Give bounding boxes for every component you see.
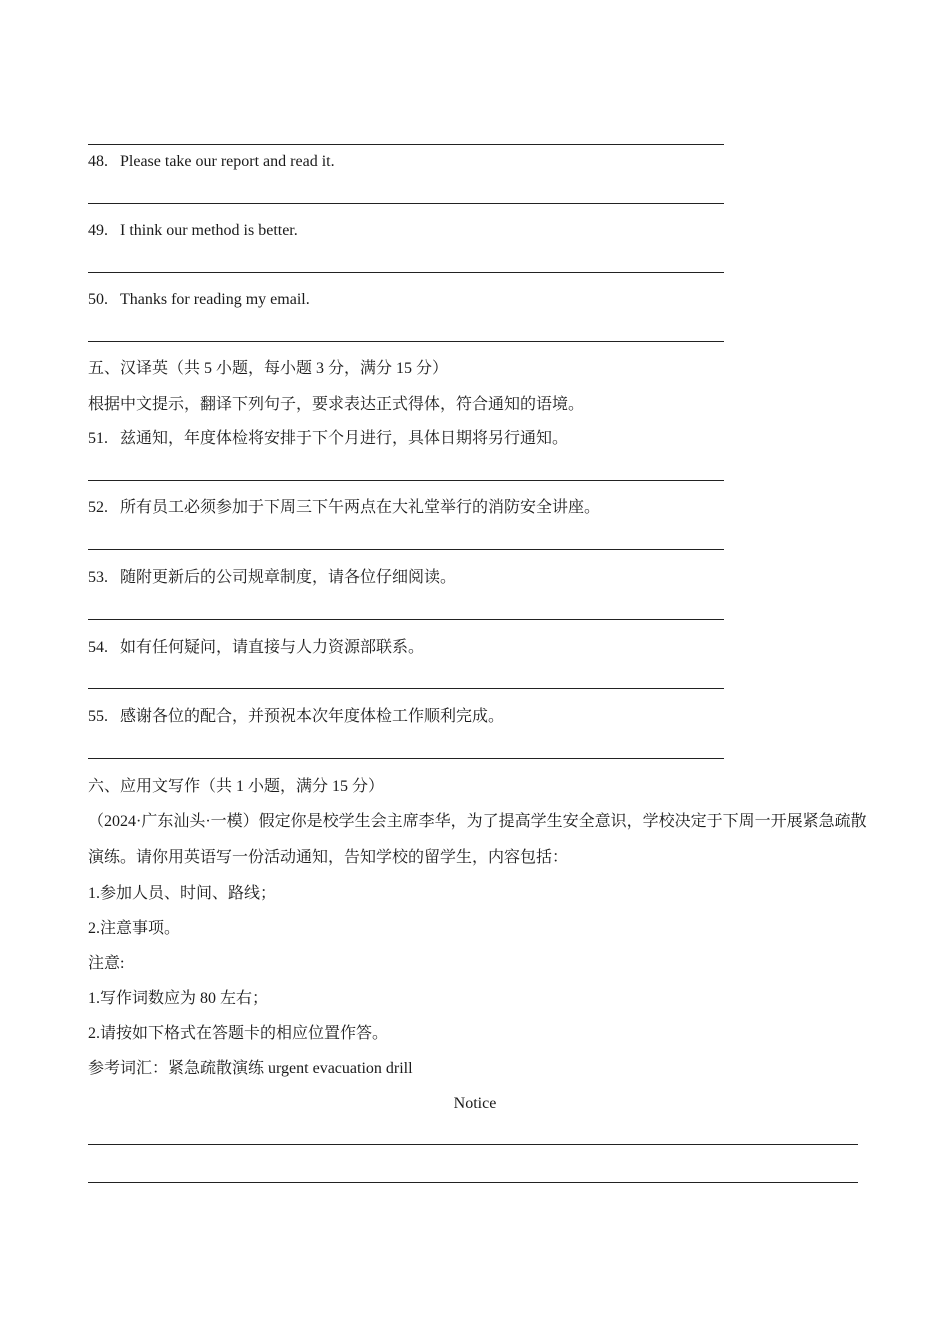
answer-line	[88, 341, 724, 342]
question-number: 48.	[88, 153, 108, 170]
question-52	[88, 498, 600, 518]
section6-heading: 六、应用文写作（共 1 小题，满分 15 分）	[88, 778, 385, 795]
answer-line	[88, 272, 724, 273]
question-49	[88, 221, 298, 241]
answer-line	[88, 144, 724, 145]
answer-line	[88, 619, 724, 620]
question-text: 所有员工必须参加于下周三下午两点在大礼堂举行的消防安全讲座。	[120, 499, 601, 516]
answer-line	[88, 549, 724, 550]
question-number: 53.	[88, 569, 108, 586]
question-50	[88, 290, 310, 310]
reference-vocabulary: 参考词汇：紧急疏散演练 urgent evacuation drill	[88, 1060, 413, 1077]
writing-line	[88, 1144, 858, 1145]
note-1: 1.写作词数应为 80 左右；	[88, 990, 269, 1007]
answer-line	[88, 480, 724, 481]
question-number: 51.	[88, 430, 108, 447]
question-51	[88, 429, 568, 449]
question-text: I think our method is better.	[120, 222, 298, 239]
question-text: Please take our report and read it.	[120, 153, 335, 170]
notice-title: Notice	[453, 1095, 497, 1112]
section5-heading: 五、汉译英（共 5 小题，每小题 3 分，满分 15 分）	[88, 360, 449, 377]
question-number: 52.	[88, 499, 108, 516]
section6-prompt: （2024·广东汕头·一模）假定你是校学生会主席李华，为了提高学生安全意识，学校决定于下周一开展紧急疏散演练。请你用英语写一份活动通知，告知学校的留学生，内容包括：	[88, 813, 867, 866]
question-number: 55.	[88, 708, 108, 725]
answer-line	[88, 758, 724, 759]
note-2: 2.请按如下格式在答题卡的相应位置作答。	[88, 1025, 389, 1042]
answer-line	[88, 203, 724, 204]
question-text: 兹通知，年度体检将安排于下个月进行，具体日期将另行通知。	[120, 430, 569, 447]
question-number: 50.	[88, 291, 108, 308]
question-text: 感谢各位的配合，并预祝本次年度体检工作顺利完成。	[120, 708, 505, 725]
question-55	[88, 707, 504, 727]
question-text: 如有任何疑问，请直接与人力资源部联系。	[120, 639, 425, 656]
question-text: Thanks for reading my email.	[120, 291, 310, 308]
question-number: 49.	[88, 222, 108, 239]
question-53	[88, 568, 456, 588]
section5-instruction: 根据中文提示，翻译下列句子，要求表达正式得体，符合通知的语境。	[88, 396, 585, 413]
question-48	[88, 152, 335, 172]
section6-point-1: 1.参加人员、时间、路线；	[88, 885, 277, 902]
note-label: 注意:	[88, 955, 125, 972]
answer-line	[88, 688, 724, 689]
writing-line	[88, 1182, 858, 1183]
question-54	[88, 638, 424, 658]
question-number: 54.	[88, 639, 108, 656]
section6-point-2: 2.注意事项。	[88, 920, 181, 937]
question-text: 随附更新后的公司规章制度，请各位仔细阅读。	[120, 569, 457, 586]
